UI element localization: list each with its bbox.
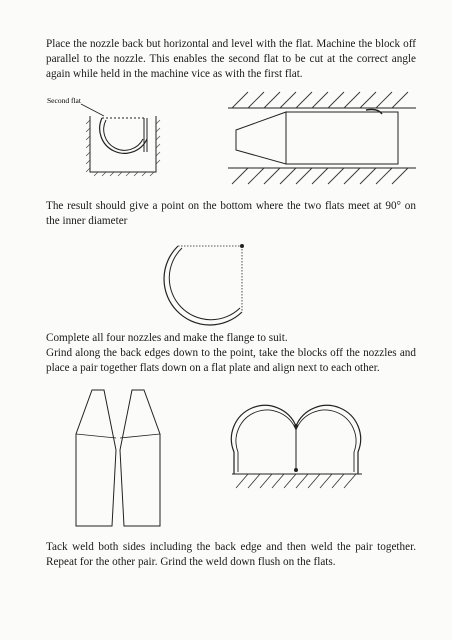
figure-pair-on-flat-plate [226,402,364,494]
figure-flats-meeting-90 [166,240,252,320]
paragraph-instructions-1: Place the nozzle back but horizontal and level with the flat. Machine the block off parallel to the nozzle. This enables the second flat to be cut at the correct angle again while held in the machine vice as with the first flat. [46,38,416,80]
figure-nozzle-pair-top-view [68,386,168,534]
paragraph-instructions-3b: Grind along the back edges down to the point, take the blocks off the nozzles and place a pair together flats down on a flat plate and align next to each other. [46,347,416,374]
weld-point-bottom [294,468,298,472]
paragraph-instructions-2: The result should give a point on the bottom where the two flats meet at 90° on the inner diameter [46,200,416,227]
paragraph-instructions-4: Tack weld both sides including the back edge and then weld the pair together. Repeat for the other pair. Grind the weld down flush on the flats. [46,541,416,568]
figure-nozzle-side-view [222,90,422,186]
paragraph-instructions-3a: Complete all four nozzles and make the flange to suit. [46,332,288,344]
weld-point-top [294,424,298,428]
second-flat-label: Second flat [47,96,81,105]
figure-second-flat-block [44,94,164,180]
meeting-point-marker [240,244,244,248]
